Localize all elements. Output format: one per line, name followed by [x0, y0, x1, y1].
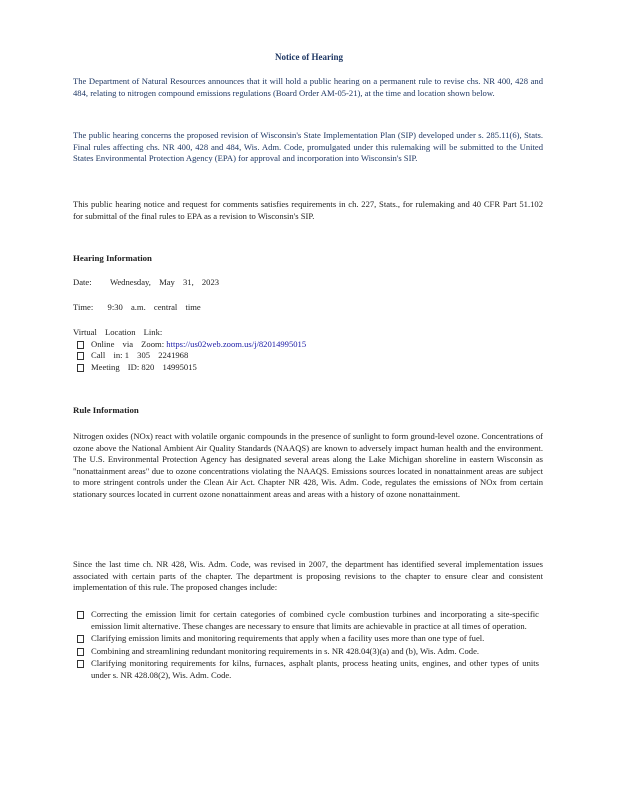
zoom-link[interactable]: https://us02web.zoom.us/j/82014995015	[166, 338, 307, 349]
change-text: Clarifying emission limits and monitoring requirements that apply when a facility uses more than one type of fuel.	[91, 633, 485, 644]
meeting-id: 820 14995015	[141, 361, 197, 372]
virtual-item-label: Online via Zoom:	[91, 338, 165, 349]
intro-paragraph: The Department of Natural Resources announces that it will hold a public hearing on a permanent rule to revise chs. NR 400, 428 and 484, relating to nitrogen compound emissions regulations (Board Order AM-05-21), at the time and location shown below.	[73, 76, 543, 98]
time-value: 9:30 a.m. central time	[107, 302, 201, 312]
change-item	[73, 646, 539, 658]
bullet-icon	[77, 658, 84, 672]
date-row	[73, 277, 543, 289]
change-item	[73, 633, 539, 645]
changes-list	[73, 609, 539, 682]
bullet-icon	[77, 646, 84, 660]
virtual-item	[73, 350, 543, 362]
virtual-item	[73, 362, 543, 374]
hearing-heading: Hearing Information	[73, 253, 152, 263]
change-item	[73, 658, 539, 681]
virtual-item-label: Call in:	[91, 350, 123, 361]
rule-heading: Rule Information	[73, 405, 139, 415]
virtual-item-label: Meeting ID:	[91, 361, 140, 372]
bullet-icon	[77, 362, 84, 376]
change-item	[73, 609, 539, 632]
notice-paragraph: This public hearing notice and request for comments satisfies requirements in ch. 227, Stats., for rulemaking and 40 CFR Part 51.102 for submittal of the final rules to EPA as a revision to Wisconsin's SIP.	[73, 199, 543, 221]
rule-paragraph: Nitrogen oxides (NOx) react with volatile organic compounds in the presence of sunlight to form ground-level ozone. Concentrations of ozone above the National Ambient Air Quality Standards (NAAQS) are known to adversely impact human health and the environment. The U.S. Environmental Protection Agency has designated several areas along the Lake Michigan shoreline in eastern Wisconsin as "nonattainment areas" due to ozone concentrations violating the NAAQS. Emissions sources located in nonattainment areas are subject to more stringent controls under the Clean Air Act. Chapter NR 428, Wis. Adm. Code, regulates the emissions of NOx from certain stationary sources located in current ozone nonattainment areas and areas with a history of ozone nonattainment.	[73, 431, 543, 499]
virtual-location	[73, 327, 543, 373]
time-row	[73, 302, 543, 314]
date-value: Wednesday, May 31, 2023	[109, 277, 220, 287]
virtual-label: Virtual Location Link:	[73, 327, 163, 337]
change-text: Correcting the emission limit for certain categories of combined cycle combustion turbines and incorporating a site-specific emission limit alternative. These changes are necessary to ensure that limits are achievable in practice at all times of operation.	[91, 609, 539, 631]
page-title: Notice of Hearing	[275, 52, 343, 62]
bullet-icon	[77, 609, 84, 623]
revision-paragraph: Since the last time ch. NR 428, Wis. Adm. Code, was revised in 2007, the department has identified several implementation issues associated with certain parts of the chapter. The department is proposing revisions to the chapter to ensure clear and consistent implementation of this rule. The proposed changes include:	[73, 559, 543, 593]
bullet-icon	[77, 633, 84, 647]
time-label: Time:	[73, 302, 94, 312]
virtual-item	[73, 339, 543, 351]
date-label: Date:	[73, 277, 92, 287]
sip-paragraph: The public hearing concerns the proposed revision of Wisconsin's State Implementation Plan (SIP) developed under s. 285.11(6), Stats. Final rules affecting chs. NR 400, 428 and 484, Wis. Adm. Code, promulgated under this rulemaking will be submitted to the United States Environmental Protection Agency (EPA) for approval and incorporation into Wisconsin's SIP.	[73, 130, 543, 164]
change-text: Clarifying monitoring requirements for kilns, furnaces, asphalt plants, process heating units, engines, and other types of units under s. NR 428.08(2), Wis. Adm. Code.	[91, 658, 539, 680]
call-in-number: 1 305 2241968	[124, 350, 189, 361]
change-text: Combining and streamlining redundant monitoring requirements in s. NR 428.04(3)(a) and (b), Wis. Adm. Code.	[91, 645, 480, 656]
